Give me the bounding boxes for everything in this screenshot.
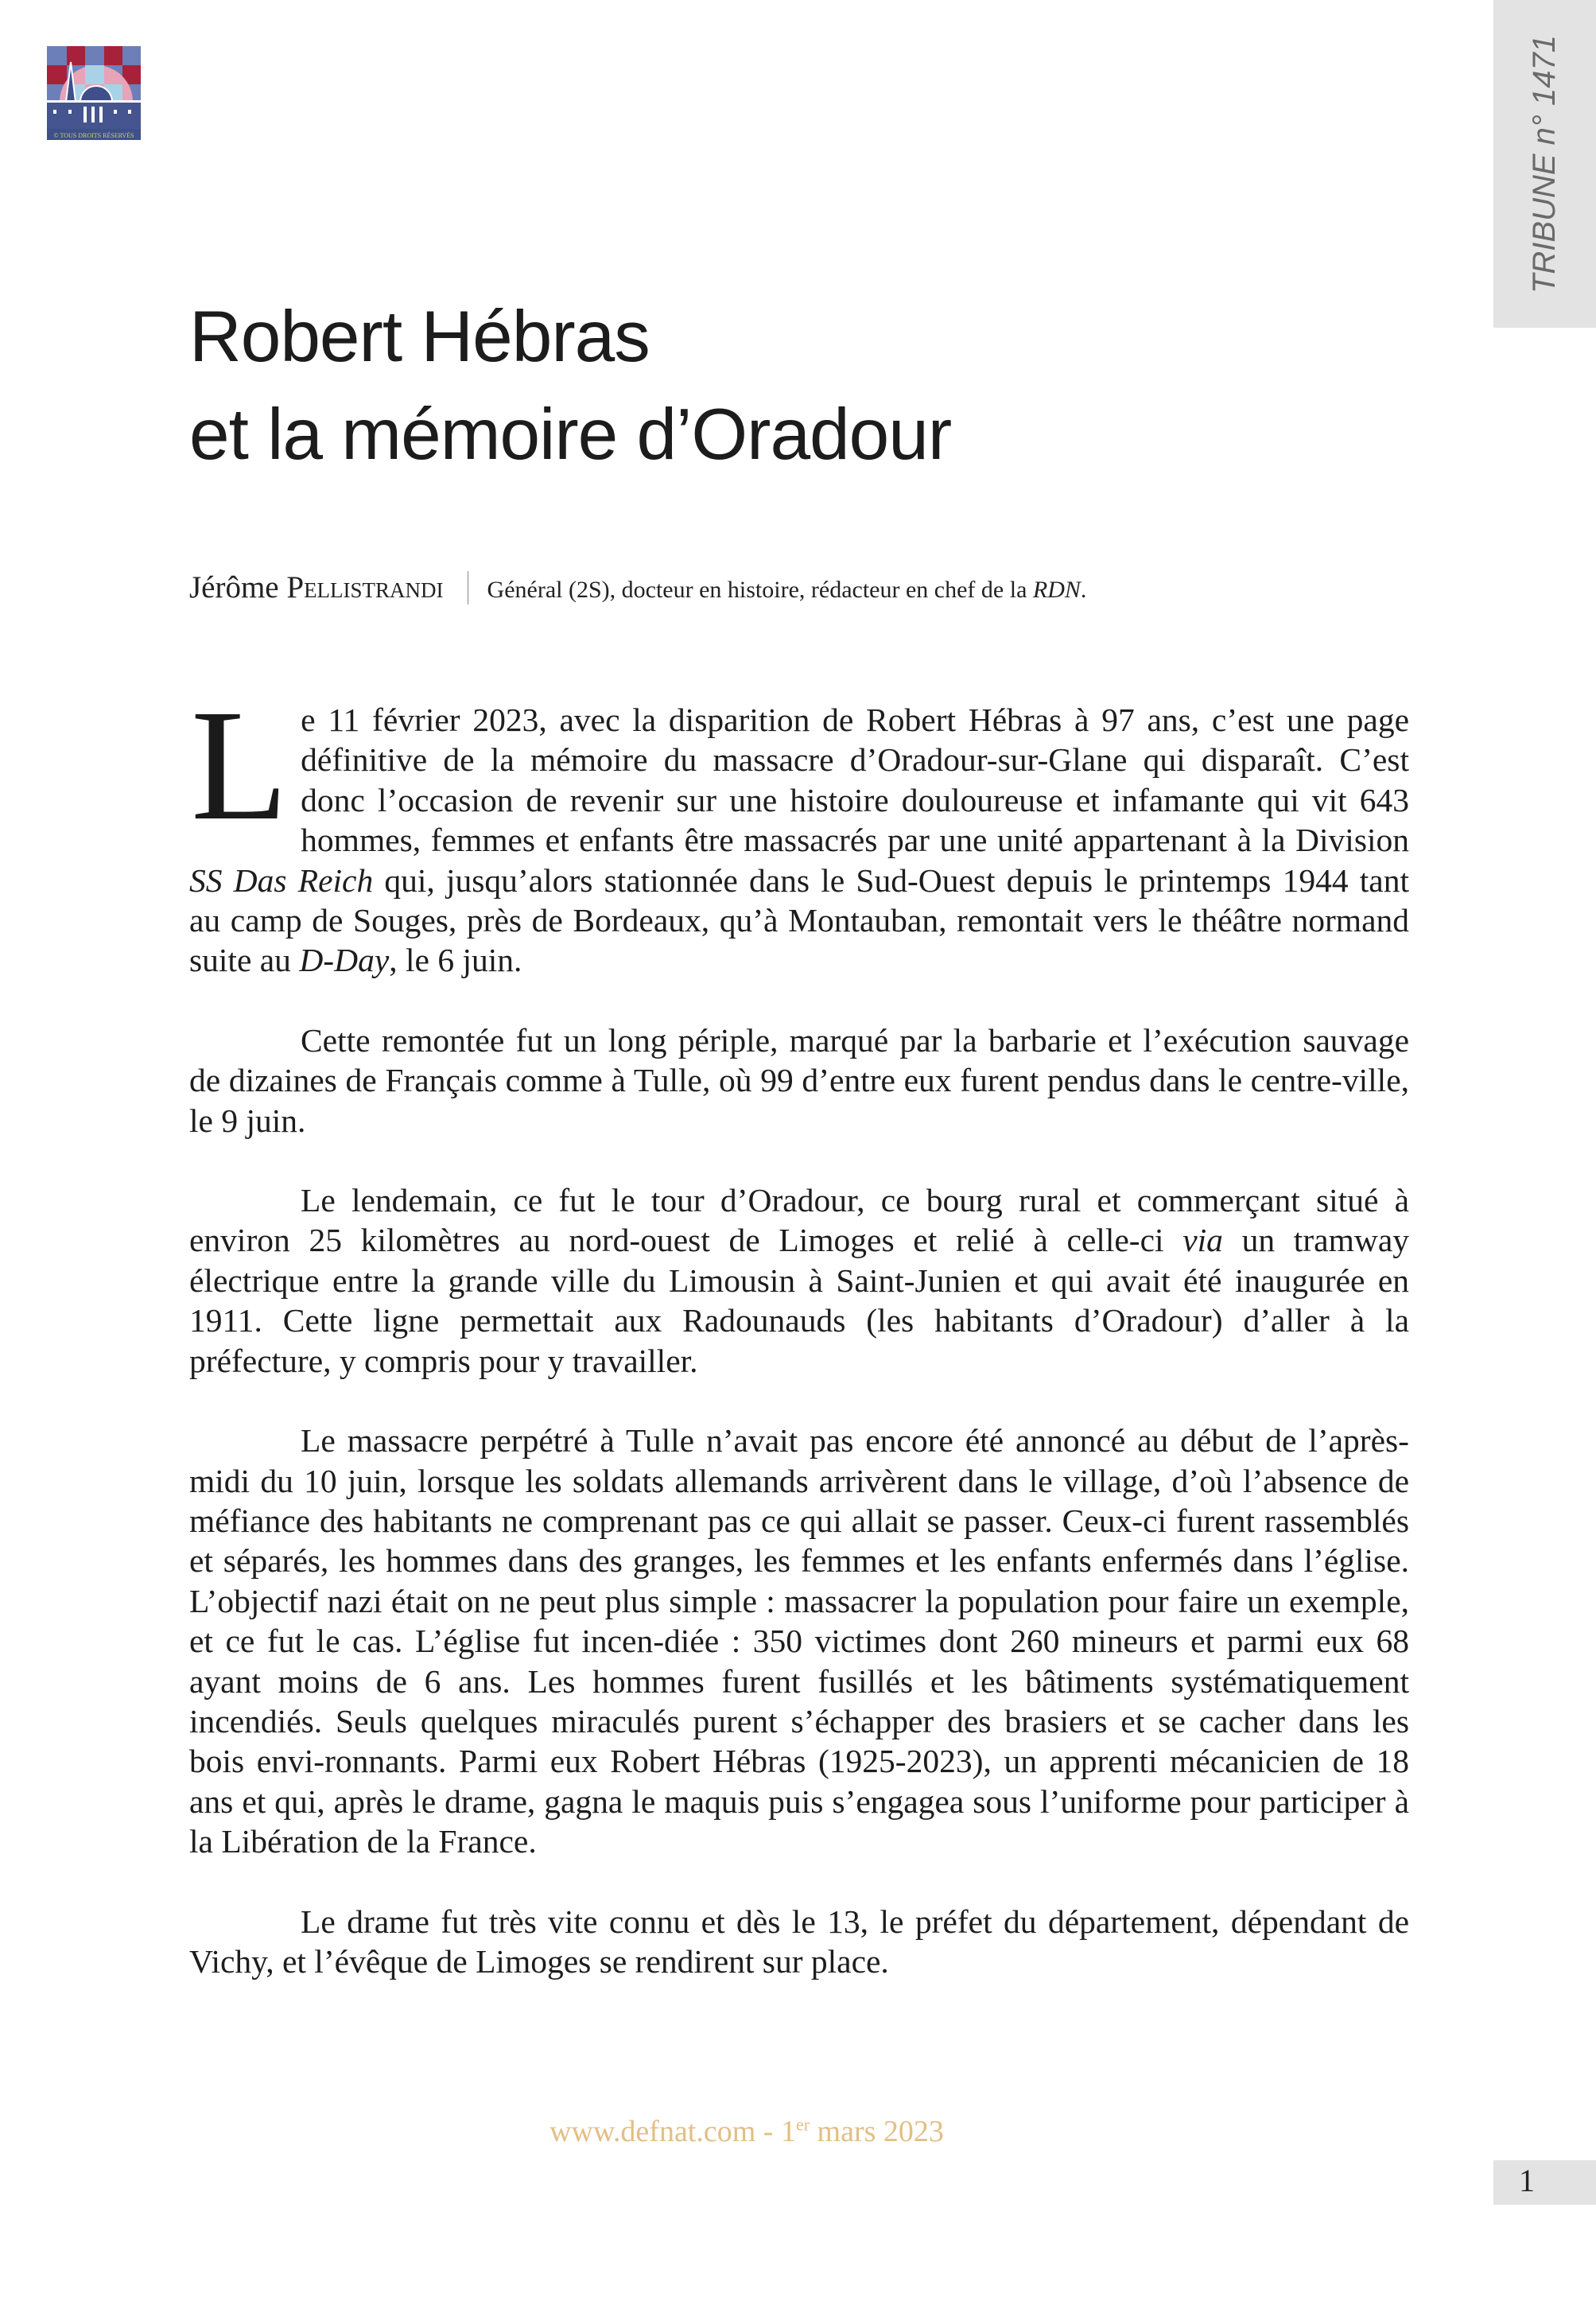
page-number-box — [1493, 2160, 1596, 2205]
rdn-logo — [47, 46, 141, 140]
author-first: Jérôme — [189, 570, 287, 604]
title-line-1: Robert Hébras — [189, 297, 650, 377]
paragraph: Cette remontée fut un long périple, marqué par la barbarie et l’exécution sauvage de dizaines de Français comme à Tulle, où 99 d’entre eux furent pendus dans le centre-ville, le 9 juin. — [189, 1021, 1409, 1139]
affiliation-end: . — [1080, 577, 1087, 603]
article-title — [189, 288, 951, 484]
logo-caption: © TOUS DROITS RÉSERVÉS — [53, 132, 134, 139]
tribune-label: TRIBUNE n° 1471 — [1527, 34, 1562, 293]
paragraph: Le massacre perpétré à Tulle n’avait pas encore été annoncé au début de l’après-midi du 10 juin, lorsque les soldats allemands arrivèrent dans le village, d’où l’absence de méfiance des habitants ne comprenant pas ce qui allait se passer. Ceux-ci furent rassemblés et séparés, les hommes dans des granges, les femmes et les enfants enfermés dans l’église. L’objectif nazi était on ne peut plus simple : massacrer la population pour faire un exemple, et ce fut le cas. L’église fut incen-diée : 350 victimes dont 260 mineurs et parmi eux 68 ayant moins de 6 ans. Les hommes furent fusillés et les bâtiments systématiquement incendiés. Seuls quelques miraculés purent s’échapper des brasiers et se cacher dans les bois envi-ronnants. Parmi eux Robert Hébras (1925-2023), un apprenti mécanicien de 18 ans et qui, après le drame, gagna le maquis puis s’engagea sous l’uniforme pour participer à la Libération de la France. — [189, 1422, 1409, 1860]
footer-date: mars 2023 — [810, 2115, 944, 2148]
footer-site: www.defnat.com - 1 — [549, 2115, 796, 2148]
page-number: 1 — [1519, 2163, 1535, 2198]
footer-sup: er — [795, 2114, 810, 2135]
author-affiliation — [487, 577, 1087, 604]
affiliation-italic: RDN — [1032, 577, 1081, 603]
byline — [189, 569, 1086, 605]
paragraph: Le drame fut très vite connu et dès le 13, le préfet du département, dépendant de Vichy, et l’évêque de Limoges se rendirent sur place. — [189, 1903, 1409, 1980]
drop-cap: L — [191, 678, 289, 853]
text-run: , le 6 juin. — [389, 942, 522, 979]
text-run: e 11 février 2023, avec la disparition de Robert Hébras à 97 ans, c’est une page définitive de la mémoire du massacre d’Oradour-sur-Glane qui disparaît. C’est donc l’occasion de revenir sur une histoire douloureuse et infamante qui vit 643 hommes, femmes et enfants être massacrés par une unité appartenant à la Division — [301, 702, 1409, 859]
footer-source — [0, 2114, 1493, 2149]
text-run: Le lendemain, ce fut le tour d’Oradour, ce bourg rural et commerçant situé à environ 25 kilomètres au nord-ouest de Limoges et relié à celle-ci — [189, 1182, 1409, 1259]
text-run: qui, jusqu’alors stationnée dans le Sud-Ouest depuis le printemps 1944 tant au camp de Souges, près de Bordeaux, qu’à Montauban, remontait vers le théâtre normand suite au — [189, 861, 1409, 979]
title-line-2: et la mémoire d’Oradour — [189, 395, 952, 475]
italic-run: via — [1182, 1222, 1223, 1259]
paragraph — [189, 678, 1409, 981]
tribune-number — [1493, 0, 1596, 328]
italic-run: D-Day — [299, 942, 390, 979]
affiliation-text: Général (2S), docteur en histoire, rédacteur en chef de la — [487, 577, 1033, 603]
author-last: Pellistrandi — [286, 570, 444, 604]
text-run: un tramway électrique entre la grande ville du Limousin à Saint-Junien et qui avait été inaugurée en 1911. Cette ligne permettait aux Radounauds (les habitants d’Oradour) d’aller à la préfecture, y compris pour y travailler. — [189, 1222, 1409, 1379]
author-name — [189, 569, 444, 605]
logo-graphic — [47, 46, 141, 140]
italic-run: SS Das Reich — [189, 861, 374, 899]
article-body — [189, 678, 1409, 2021]
paragraph — [189, 1180, 1409, 1381]
